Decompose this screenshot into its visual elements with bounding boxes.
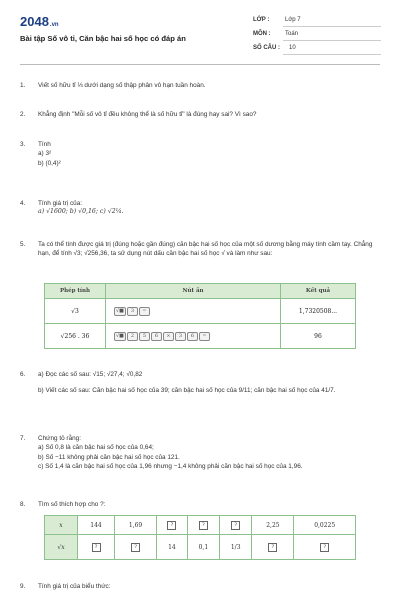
document-title: Bài tập Số vô tỉ, Căn bậc hai số học có đáp án: [20, 34, 186, 43]
question-5: 5. Ta có thể tính được giá trị (đúng hoặc gần đúng) căn bậc hai số học của một số dương bằng máy tính cầm tay. Chẳng hạn, để tính √3; √256,36, ta sử dụng nút dấu căn bậc hai số học √ và làm như sau:: [20, 241, 373, 258]
blank-box: ?: [320, 543, 329, 552]
blank-box: ?: [167, 521, 176, 530]
question-8: 8. Tìm số thích hợp cho ?:: [20, 501, 106, 508]
question-2: 2. Khẳng định "Mỗi số vô tỉ đều không thể là số hữu tỉ" là đúng hay sai? Vì sao?: [20, 111, 257, 118]
calculator-table: [44, 283, 356, 349]
fill-in-table: [44, 515, 356, 560]
blank-box: ?: [268, 543, 277, 552]
table-row: √3 √■ 3 = 1,7320508...: [45, 299, 356, 324]
table-row: √x ? ? 14 0,1 1/3 ? ?: [45, 535, 356, 560]
table-header: Nút ấn: [106, 284, 281, 299]
key-sequence: √■ 3 =: [106, 299, 281, 324]
site-logo[interactable]: 2048.vn: [20, 14, 59, 29]
question-1: 1. Viết số hữu tỉ ⅓ dưới dạng số thập phân vô hạn tuần hoàn.: [20, 82, 206, 89]
blank-box: ?: [199, 521, 208, 530]
table-row: x 144 1,69 ? ? ? 2,25 0,0225: [45, 516, 356, 535]
question-9: 9. Tính giá trị của biểu thức:: [20, 583, 111, 590]
question-7: 7. Chứng tỏ rằng: a) Số 0,8 là căn bậc hai số học của 0,64; b) Số −11 không phải căn bậc hai số học của 121. c) Số 1,4 là căn bậc hai số học của 1,96 nhưng −1,4 không phải căn bậc hai số học của 1,96.: [20, 435, 303, 470]
question-3: 3. Tính a) 3² b) (0,4)²: [20, 141, 61, 167]
header-divider: [20, 64, 380, 65]
table-header: Kết quả: [281, 284, 356, 299]
question-6: 6. a) Đọc các số sau: √15; √27,4; √0,82 b) Viết các số sau: Căn bậc hai số học của 39; căn bậc hai số học của 9/11; căn bậc hai số học của 41/7.: [20, 371, 336, 395]
question-4: 4. Tính giá trị của: a) √1600; b) √0,16; c) √2¼.: [20, 200, 124, 216]
blank-box: ?: [131, 543, 140, 552]
blank-box: ?: [92, 543, 101, 552]
table-row: √256 . 36 √■ 2 5 6 × 3 6 = 96: [45, 324, 356, 349]
blank-box: ?: [231, 521, 240, 530]
page-header: 2048.vn Bài tập Số vô tỉ, Căn bậc hai số học có đáp án LỚP : Lớp 7 MÔN : Toán SỐ CÂU : 10: [0, 0, 400, 66]
key-sequence: √■ 2 5 6 × 3 6 =: [106, 324, 281, 349]
table-header: Phép tính: [45, 284, 106, 299]
